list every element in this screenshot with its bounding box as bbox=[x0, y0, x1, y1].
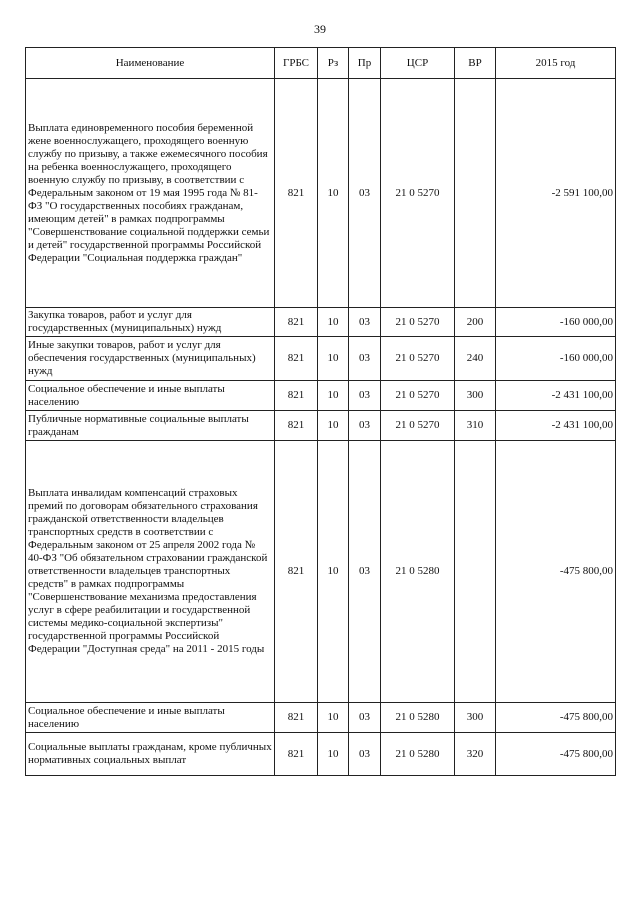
row-rz: 10 bbox=[318, 337, 349, 381]
header-pr: Пр bbox=[349, 48, 381, 79]
row-grbs: 821 bbox=[275, 733, 318, 776]
row-pr: 03 bbox=[349, 381, 381, 411]
row-csr: 21 0 5280 bbox=[381, 441, 455, 703]
table-row bbox=[26, 79, 616, 308]
row-vr: 300 bbox=[455, 381, 496, 411]
row-grbs: 821 bbox=[275, 703, 318, 733]
row-rz: 10 bbox=[318, 381, 349, 411]
row-vr: 240 bbox=[455, 337, 496, 381]
row-csr: 21 0 5270 bbox=[381, 411, 455, 441]
row-rz: 10 bbox=[318, 411, 349, 441]
row-csr: 21 0 5270 bbox=[381, 308, 455, 337]
row-amount: -160 000,00 bbox=[496, 337, 616, 381]
header-year: 2015 год bbox=[496, 48, 616, 79]
table-row bbox=[26, 703, 616, 733]
row-rz: 10 bbox=[318, 308, 349, 337]
row-pr: 03 bbox=[349, 703, 381, 733]
table-header-row bbox=[26, 48, 616, 79]
row-pr: 03 bbox=[349, 79, 381, 308]
row-vr: 310 bbox=[455, 411, 496, 441]
row-name: Социальное обеспечение и иные выплаты населению bbox=[26, 703, 275, 733]
row-name: Иные закупки товаров, работ и услуг для обеспечения государственных (муниципальных) нужд bbox=[26, 337, 275, 381]
table-row bbox=[26, 381, 616, 411]
row-amount: -160 000,00 bbox=[496, 308, 616, 337]
row-pr: 03 bbox=[349, 441, 381, 703]
table-row bbox=[26, 733, 616, 776]
header-rz: Рз bbox=[318, 48, 349, 79]
row-vr bbox=[455, 441, 496, 703]
row-name: Закупка товаров, работ и услуг для государственных (муниципальных) нужд bbox=[26, 308, 275, 337]
row-pr: 03 bbox=[349, 337, 381, 381]
row-rz: 10 bbox=[318, 79, 349, 308]
row-amount: -2 431 100,00 bbox=[496, 381, 616, 411]
row-amount: -475 800,00 bbox=[496, 733, 616, 776]
table-row bbox=[26, 308, 616, 337]
header-vr: ВР bbox=[455, 48, 496, 79]
row-amount: -2 431 100,00 bbox=[496, 411, 616, 441]
row-vr: 320 bbox=[455, 733, 496, 776]
table-row bbox=[26, 411, 616, 441]
row-csr: 21 0 5280 bbox=[381, 733, 455, 776]
row-name: Социальное обеспечение и иные выплаты населению bbox=[26, 381, 275, 411]
row-grbs: 821 bbox=[275, 308, 318, 337]
row-rz: 10 bbox=[318, 441, 349, 703]
row-vr: 300 bbox=[455, 703, 496, 733]
row-name: Выплата единовременного пособия беременной жене военнослужащего, проходящего военную службу по призыву, а также ежемесячного пособия на ребенка военнослужащего, проходящего военную службу по призыву, в соответствии с Федеральным законом от 19 мая 1995 года № 81-ФЗ "О государственных пособиях гражданам, имеющим детей" в рамках подпрограммы "Совершенствование социальной поддержки семьи и детей" государственной программы Российской Федерации "Социальная поддержка граждан" bbox=[26, 79, 275, 308]
table-row bbox=[26, 441, 616, 703]
row-rz: 10 bbox=[318, 733, 349, 776]
row-amount: -475 800,00 bbox=[496, 441, 616, 703]
row-name: Публичные нормативные социальные выплаты гражданам bbox=[26, 411, 275, 441]
page-number: 39 bbox=[314, 22, 326, 36]
row-pr: 03 bbox=[349, 308, 381, 337]
row-grbs: 821 bbox=[275, 79, 318, 308]
row-grbs: 821 bbox=[275, 337, 318, 381]
row-amount: -475 800,00 bbox=[496, 703, 616, 733]
row-pr: 03 bbox=[349, 733, 381, 776]
row-pr: 03 bbox=[349, 411, 381, 441]
row-grbs: 821 bbox=[275, 441, 318, 703]
row-csr: 21 0 5280 bbox=[381, 703, 455, 733]
row-csr: 21 0 5270 bbox=[381, 79, 455, 308]
row-grbs: 821 bbox=[275, 381, 318, 411]
row-amount: -2 591 100,00 bbox=[496, 79, 616, 308]
row-vr bbox=[455, 79, 496, 308]
budget-table bbox=[25, 47, 616, 776]
row-name: Выплата инвалидам компенсаций страховых премий по договорам обязательного страхования гражданской ответственности владельцев транспортных средств в соответствии с Федеральным законом от 25 апреля 2002 года № 40-ФЗ "Об обязательном страховании гражданской ответственности владельцев транспортных средств" в рамках подпрограммы "Совершенствование механизма предоставления услуг в сфере реабилитации и государственной системы медико-социальной экспертизы" государственной программы Российской Федерации "Доступная среда" на 2011 - 2015 годы bbox=[26, 441, 275, 703]
row-csr: 21 0 5270 bbox=[381, 381, 455, 411]
row-rz: 10 bbox=[318, 703, 349, 733]
row-vr: 200 bbox=[455, 308, 496, 337]
header-name: Наименование bbox=[26, 48, 275, 79]
row-name: Социальные выплаты гражданам, кроме публичных нормативных социальных выплат bbox=[26, 733, 275, 776]
table-row bbox=[26, 337, 616, 381]
header-csr: ЦСР bbox=[381, 48, 455, 79]
row-grbs: 821 bbox=[275, 411, 318, 441]
row-csr: 21 0 5270 bbox=[381, 337, 455, 381]
header-grbs: ГРБС bbox=[275, 48, 318, 79]
